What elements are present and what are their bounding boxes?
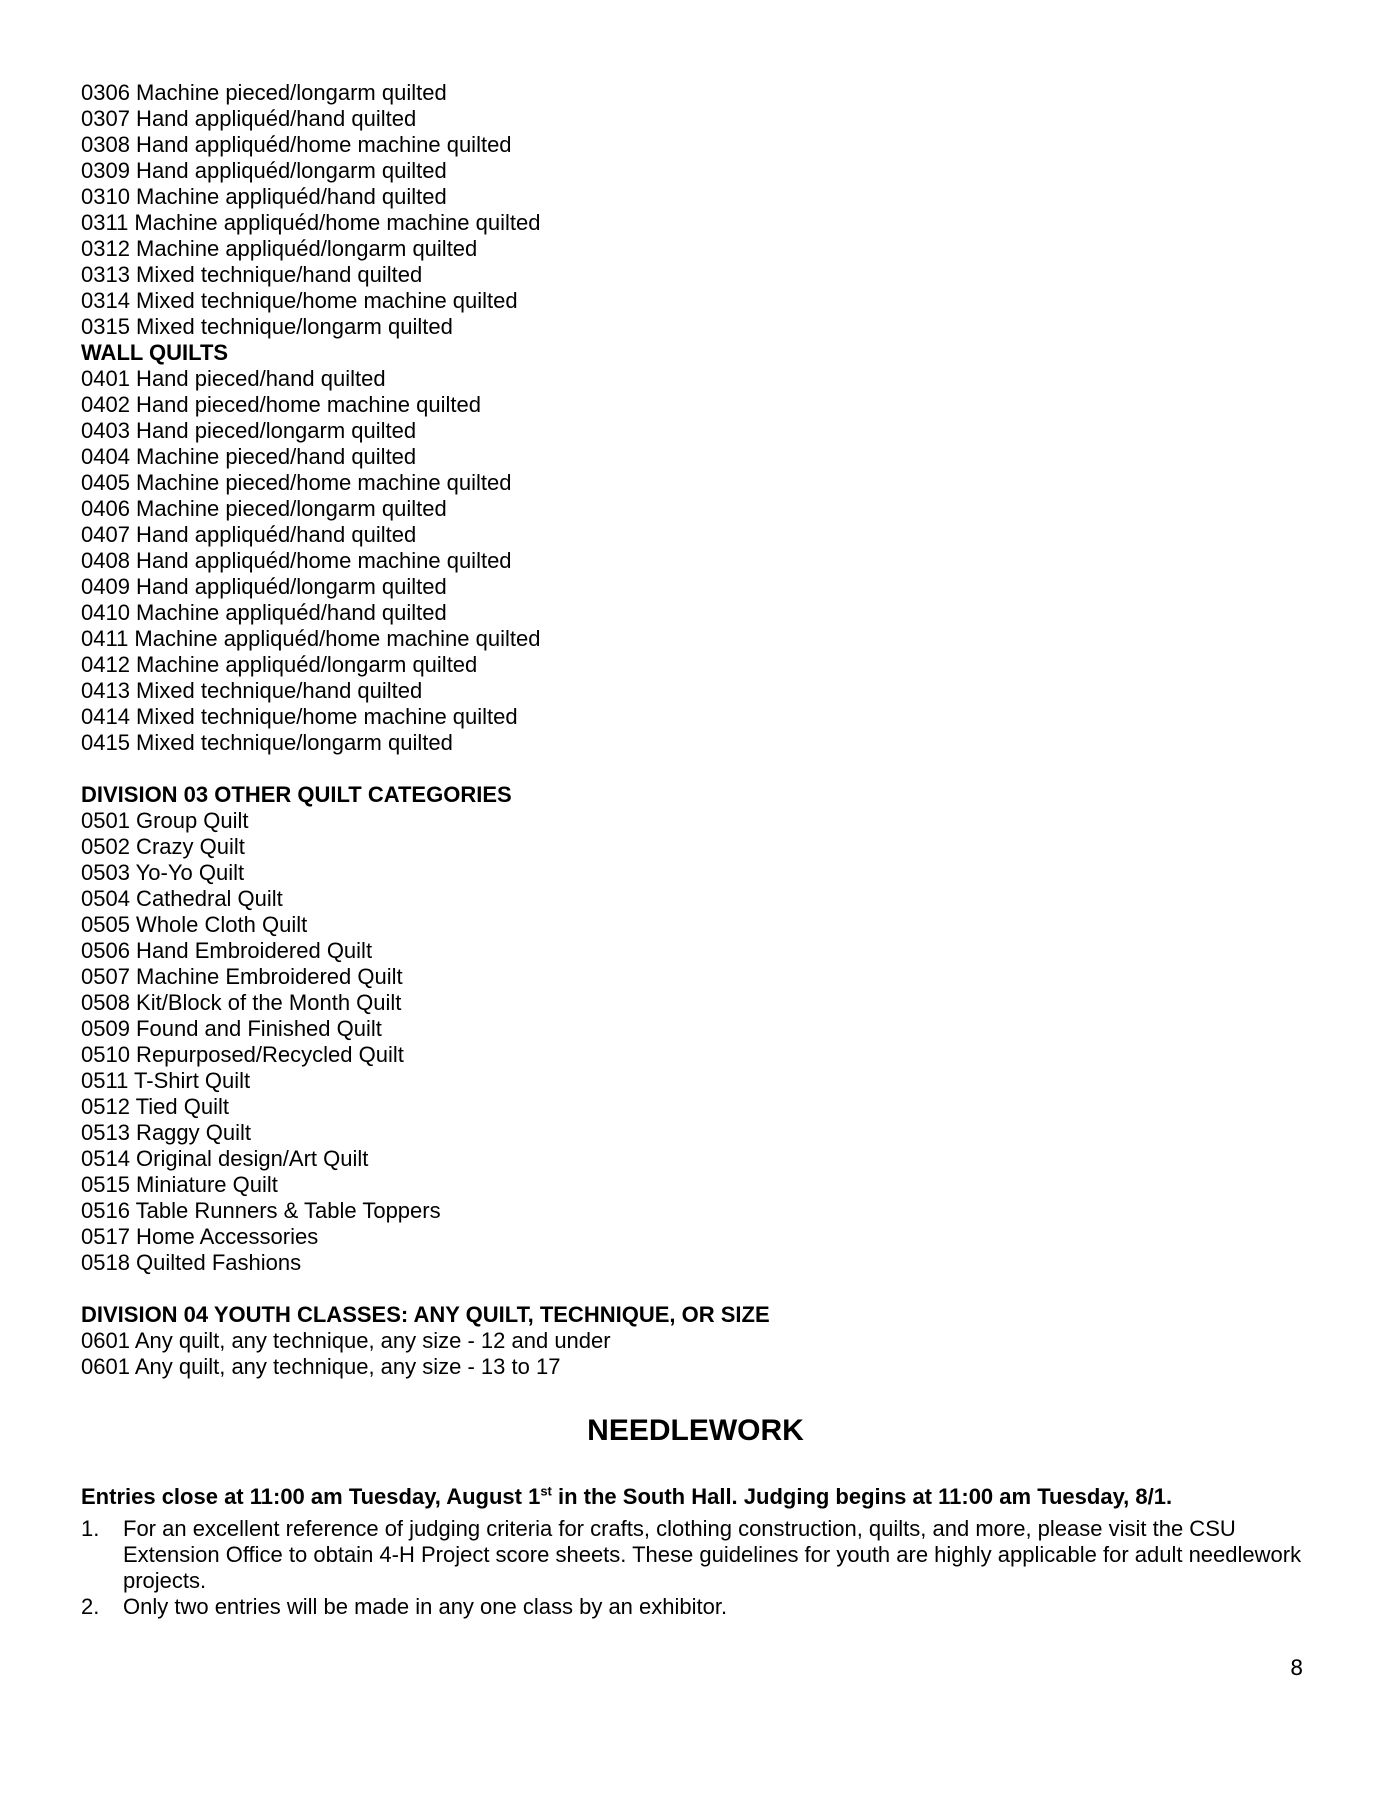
class-entry: 0404 Machine pieced/hand quilted [81, 444, 417, 469]
class-entry: 0504 Cathedral Quilt [81, 886, 283, 911]
class-entry: 0501 Group Quilt [81, 808, 249, 833]
class-entry: 0502 Crazy Quilt [81, 834, 245, 859]
class-entry: 0514 Original design/Art Quilt [81, 1146, 369, 1171]
class-entry: 0505 Whole Cloth Quilt [81, 912, 308, 937]
class-entry: 0507 Machine Embroidered Quilt [81, 964, 403, 989]
class-entry: 0306 Machine pieced/longarm quilted [81, 80, 447, 105]
class-entry: 0516 Table Runners & Table Toppers [81, 1198, 441, 1223]
class-entry: 0407 Hand appliquéd/hand quilted [81, 522, 417, 547]
blank-line [81, 756, 1321, 782]
category-heading: DIVISION 03 OTHER QUILT CATEGORIES [81, 782, 512, 807]
entries-note-ordinal: st [540, 1483, 552, 1499]
class-entry: 0512 Tied Quilt [81, 1094, 229, 1119]
class-entry: 0406 Machine pieced/longarm quilted [81, 496, 447, 521]
class-entry: 0310 Machine appliquéd/hand quilted [81, 184, 447, 209]
entries-note-text-continued: in the South Hall. Judging begins at 11:00 am Tuesday, 8/1. [551, 1484, 1173, 1509]
class-entry: 0312 Machine appliquéd/longarm quilted [81, 236, 478, 261]
class-entry: 0414 Mixed technique/home machine quilted [81, 704, 518, 729]
class-entry: 0518 Quilted Fashions [81, 1250, 302, 1275]
rule-item [81, 1516, 1321, 1594]
class-entry: 0315 Mixed technique/longarm quilted [81, 314, 453, 339]
rule-number: 1. [81, 1516, 100, 1541]
entries-deadline-note [81, 1484, 1172, 1510]
class-entry: 0313 Mixed technique/hand quilted [81, 262, 423, 287]
section-title-text: NEEDLEWORK [587, 1414, 804, 1447]
class-entry: 0510 Repurposed/Recycled Quilt [81, 1042, 404, 1067]
class-entry: 0405 Machine pieced/home machine quilted [81, 470, 512, 495]
rule-text: For an excellent reference of judging criteria for crafts, clothing construction, quilts, and more, please visit the CSU Extension Office to obtain 4-H Project score sheets. These guidelines for youth are highly applicable for adult needlework projects. [123, 1516, 1302, 1593]
class-entry: 0408 Hand appliquéd/home machine quilted [81, 548, 512, 573]
class-entry: 0413 Mixed technique/hand quilted [81, 678, 423, 703]
rules-list [81, 1516, 1321, 1620]
class-entry: 0411 Machine appliquéd/home machine quilted [81, 626, 541, 651]
rule-item [81, 1594, 1321, 1620]
class-entry: 0311 Machine appliquéd/home machine quilted [81, 210, 541, 235]
class-entry: 0601 Any quilt, any technique, any size - 13 to 17 [81, 1354, 561, 1379]
class-entry: 0517 Home Accessories [81, 1224, 319, 1249]
class-entry: 0309 Hand appliquéd/longarm quilted [81, 158, 447, 183]
rule-text: Only two entries will be made in any one class by an exhibitor. [123, 1594, 728, 1619]
class-entry: 0403 Hand pieced/longarm quilted [81, 418, 417, 443]
class-entry: 0401 Hand pieced/hand quilted [81, 366, 386, 391]
entries-note-text: Entries close at 11:00 am Tuesday, August 1 [81, 1484, 541, 1509]
class-entry: 0509 Found and Finished Quilt [81, 1016, 382, 1041]
page-number: 8 [1290, 1656, 1304, 1680]
blank-line [81, 1276, 1321, 1302]
rule-number: 2. [81, 1594, 100, 1619]
class-entry: 0601 Any quilt, any technique, any size - 12 and under [81, 1328, 611, 1353]
class-entry: 0506 Hand Embroidered Quilt [81, 938, 373, 963]
quilt-class-list [81, 80, 1321, 1380]
class-entry: 0412 Machine appliquéd/longarm quilted [81, 652, 478, 677]
class-entry: 0415 Mixed technique/longarm quilted [81, 730, 453, 755]
class-entry: 0508 Kit/Block of the Month Quilt [81, 990, 402, 1015]
class-entry: 0515 Miniature Quilt [81, 1172, 278, 1197]
category-heading: WALL QUILTS [81, 340, 229, 365]
category-heading: DIVISION 04 YOUTH CLASSES: ANY QUILT, TECHNIQUE, OR SIZE [81, 1302, 770, 1327]
class-entry: 0409 Hand appliquéd/longarm quilted [81, 574, 447, 599]
class-entry: 0410 Machine appliquéd/hand quilted [81, 600, 447, 625]
class-entry: 0308 Hand appliquéd/home machine quilted [81, 132, 512, 157]
class-entry: 0503 Yo-Yo Quilt [81, 860, 245, 885]
class-entry: 0307 Hand appliquéd/hand quilted [81, 106, 417, 131]
section-title [0, 1413, 1391, 1449]
class-entry: 0511 T-Shirt Quilt [81, 1068, 251, 1093]
class-entry: 0402 Hand pieced/home machine quilted [81, 392, 481, 417]
class-entry: 0314 Mixed technique/home machine quilted [81, 288, 518, 313]
class-entry: 0513 Raggy Quilt [81, 1120, 251, 1145]
